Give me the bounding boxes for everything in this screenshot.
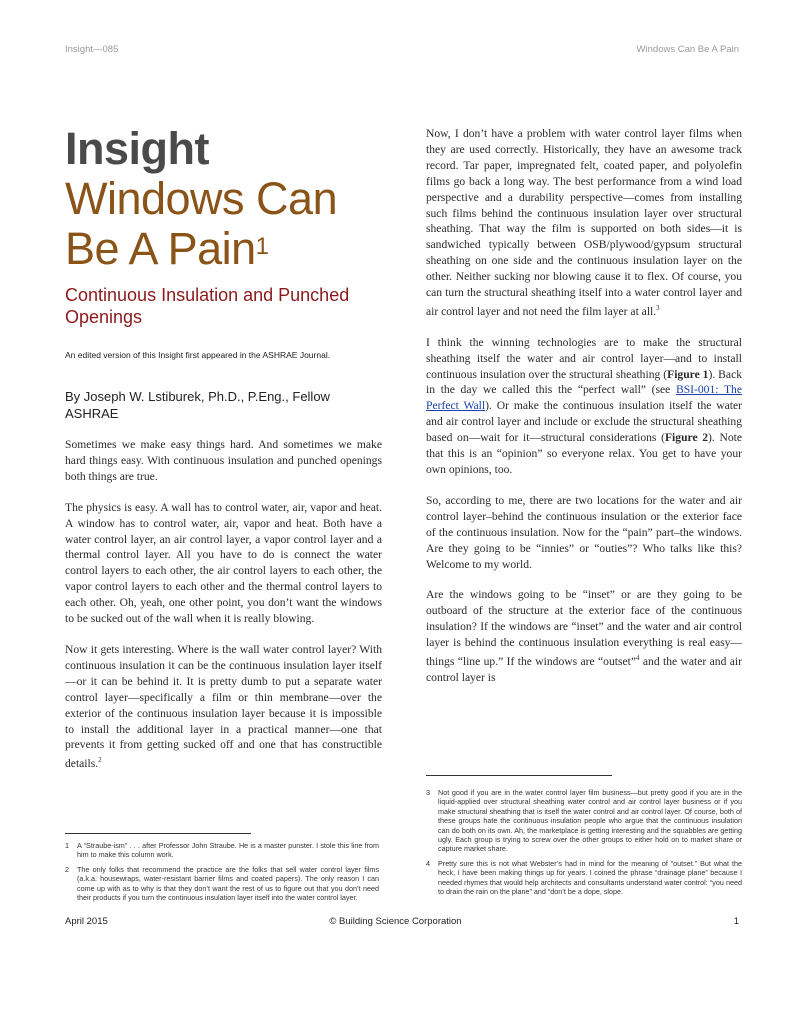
footnote-text: Pretty sure this is not what Webster’s had in mind for the meaning of “outset.” But what the heck, I have been making things up for years. I coined the phrase “drainage plane” because I needed rhymes that would help architects and consultants understand water control: “you need to drain the rain on the plane” and “don’t be a dope, slope. [438,858,742,897]
footnote-text: Not good if you are in the water control layer film business—but pretty good if you are in the liquid-applied over structural sheathing water control and air control layer business or if you make structural sheathing that is itself the water control and air control layer. Of course, both of these groups hate the continuous insulation people who argue that the continuous insulation can do both on its own. Ah, the marketplace is getting interesting and the squabbles are getting ugly. Each group is trying to screw over the other groups to either hold on to market share or capture market share. [438,788,742,854]
paragraph-text: Now, I don’t have a problem with water control layer films when they are used correctly. Historically, they have an awesome track record. Tar paper, impregnated felt, coated paper, and polyolefin films go back a long way. The best performance from a wind load perspective and a durability perspective—comes from installing such films behind the continuous insulation layer over structural sheathing. That way the film is supported on both sides—it is sandwiched typically between OSB/plywood/gypsum structural sheathing on one side and the continuous insulation layer on the other. Neither sucking nor blowing cause it to flex. Of course, you can turn the structural sheathing itself into a water control layer and air control layer and not need the film layer at all. [426,127,742,318]
footnote-ref: 2 [98,756,102,765]
footnote-number: 4 [426,858,430,868]
paragraph-text: Now it gets interesting. Where is the wall water control layer? With continuous insulation it can be the continuous insulation layer itself—or it can be behind it. It is pretty dumb to put a separate water control layer—specifically a film or thin membrane—over the exterior of the continuous insulation layer because it is impossible to install the additional layer in a practical manner—one that prevents it from getting sucked off and one that has constructible details. [65,642,382,771]
footnote-divider-right [426,775,612,776]
paragraph [65,642,382,772]
title-block [65,124,385,328]
article-title-line-2 [65,224,385,274]
series-title: Insight [65,123,209,174]
footnote [426,859,742,897]
title-footnote-ref: 1 [255,233,269,260]
page-number: 1 [733,916,739,927]
paragraph-text: Are the windows going to be “inset” or are they going to be outboard of the structure at the exterior face of the continuous insulation? If the windows are “inset” and the water and air control layer is behind the continuous insulation everything is real easy—things “line up.” If the windows are “outset” [426,588,742,668]
footnote-number: 2 [65,864,69,874]
footer-date: April 2015 [65,916,108,927]
article-title-line-1: Windows Can [65,173,338,224]
paragraph-text: ). Back in the day we called this the “perfect wall” (see [426,367,743,397]
paragraph-text: ). Or make the continuous insulation itself the water and air control layer and include or exclude the structural sheathing based on—wait for it—structural considerations ( [426,399,742,445]
footnote-divider-left [65,833,251,834]
footnote-ref: 4 [636,654,640,663]
body-column-left [65,437,382,787]
footnotes-left [65,841,379,907]
footnote-number: 3 [426,788,430,797]
footnote [65,865,379,903]
article-subtitle: Continuous Insulation and Punched Openings [65,285,350,327]
footnotes-right [426,788,742,901]
paragraph [426,587,742,685]
author-byline: By Joseph W. Lstiburek, Ph.D., P.Eng., Fellow ASHRAE [65,389,330,421]
paragraph: The physics is easy. A wall has to control water, air, vapor and heat. A window has to control water, air, vapor and heat. Both have a water control layer, an air control layer, a vapor control layer and a thermal control layer. All you have to do is connect the water control layers to each other, the air control layers to each other, the vapor control layers to each other and the thermal control layers to each other. Oh, yeah, one other point, you don’t want the windows to be sucked out of the wall when it is really blowing. [65,500,382,626]
footer-copyright: © Building Science Corporation [329,916,462,927]
paragraph: So, according to me, there are two locations for the water and air control layer–behind the continuous insulation or the exterior face of the continuous insulation. Now for the “pain” part–the windows. Are they going to be “innies” or “outies”? Who talks like this? Welcome to my world. [426,493,742,571]
paragraph-text: ). Note that this is an “opinion” so everyone relax. You get to have your own opinions, too. [426,431,742,476]
paragraph-text: and the water and air control layer is [426,654,742,684]
footnote-text: A “Straube-ism” . . . after Professor John Straube. He is a master punster. I stole this line from him to make this column work. [77,841,379,860]
edited-version-note: An edited version of this Insight first appeared in the ASHRAE Journal. [65,350,331,360]
paragraph: Sometimes we make easy things hard. And sometimes we make hard things easy. With continuous insulation and punched openings both things are true. [65,438,382,483]
footnote [426,788,742,854]
footnote-ref: 3 [656,303,660,312]
running-header-left: Insight—085 [65,44,119,55]
running-header-right: Windows Can Be A Pain [636,44,739,55]
body-column-right [426,126,742,686]
perfect-wall-link[interactable]: BSI-001: The Perfect Wall [426,383,742,413]
paragraph-text: I think the winning technologies are to make the structural sheathing itself the water and air control layer—and to install continuous insulation over the structural sheathing ( [426,335,742,381]
paragraph [426,126,742,320]
figure-2-ref: Figure 2 [664,431,709,445]
paragraph [426,335,742,478]
footnote [65,841,379,860]
footnote-text: The only folks that recommend the practice are the folks that sell water control layer films (a.k.a. housewraps, water-resistant barrier films and coated papers). The only reason I can come up with as to why is that they don’t want the rest of us to figure out that you don’t need their products if you turn the continuous insulation layer itself into the water control layer. [77,864,379,903]
figure-1-ref: Figure 1 [667,367,709,381]
article-title-text: Be A Pain [65,223,256,274]
footnote-number: 1 [65,841,69,850]
